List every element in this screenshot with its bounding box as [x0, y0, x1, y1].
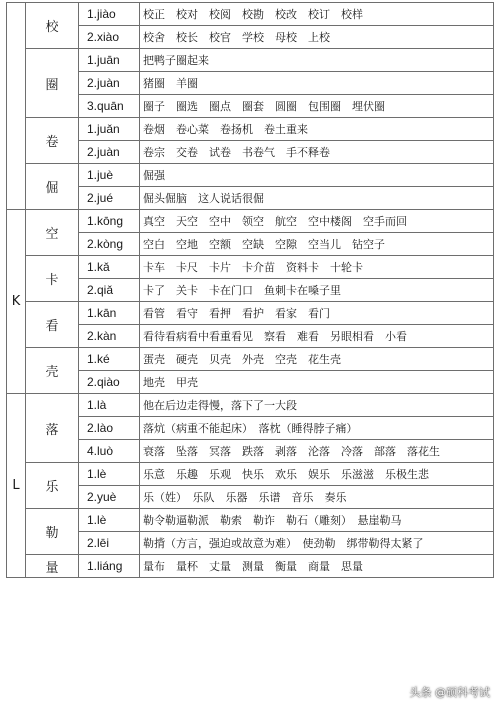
pronunciation-cell: 2.lēi	[79, 532, 140, 555]
example-words-cell: 校舍 校长 校官 学校 母校 上校	[140, 26, 494, 49]
character-cell: 落	[26, 394, 79, 463]
pronunciation-cell: 1.jiào	[79, 3, 140, 26]
example-words-cell: 倔头倔脑 这人说话很倔	[140, 187, 494, 210]
table-row	[7, 371, 494, 394]
pronunciation-cell: 1.kōng	[79, 210, 140, 233]
example-words-cell: 卷烟 卷心菜 卷扬机 卷土重来	[140, 118, 494, 141]
example-words-cell: 猪圈 羊圈	[140, 72, 494, 95]
pronunciation-cell: 1.juǎn	[79, 118, 140, 141]
table-row	[7, 325, 494, 348]
table-row	[7, 555, 494, 578]
pronunciation-cell: 2.kòng	[79, 233, 140, 256]
table-row	[7, 348, 494, 371]
table-row	[7, 187, 494, 210]
character-cell: 卷	[26, 118, 79, 164]
example-words-cell: 看管 看守 看押 看护 看家 看门	[140, 302, 494, 325]
table-row	[7, 509, 494, 532]
polyphonic-character-table	[6, 2, 494, 578]
example-words-cell: 勒揹（方言，强迫或故意为难） 使劲勒 绑带勒得太紧了	[140, 532, 494, 555]
table-row	[7, 302, 494, 325]
pronunciation-cell: 3.quān	[79, 95, 140, 118]
table-row	[7, 256, 494, 279]
group-letter: K	[7, 210, 26, 394]
table-row	[7, 95, 494, 118]
table-row	[7, 26, 494, 49]
example-words-cell: 量布 量杯 丈量 测量 衡量 商量 思量	[140, 555, 494, 578]
character-cell: 空	[26, 210, 79, 256]
table-row	[7, 3, 494, 26]
table-row	[7, 118, 494, 141]
character-cell: 壳	[26, 348, 79, 394]
pronunciation-cell: 2.qiǎ	[79, 279, 140, 302]
example-words-cell: 卡车 卡尺 卡片 卡介苗 资料卡 十轮卡	[140, 256, 494, 279]
table-row	[7, 532, 494, 555]
table-row	[7, 141, 494, 164]
group-letter: L	[7, 394, 26, 578]
table-row	[7, 486, 494, 509]
table-row	[7, 279, 494, 302]
table-row	[7, 49, 494, 72]
example-words-cell: 看待看病看中看重看见 察看 难看 另眼相看 小看	[140, 325, 494, 348]
table-row	[7, 210, 494, 233]
character-cell: 勒	[26, 509, 79, 555]
pronunciation-cell: 1.là	[79, 394, 140, 417]
example-words-cell: 衰落 坠落 冥落 跌落 剥落 沦落 冷落 部落 落花生	[140, 440, 494, 463]
watermark: 头条 @硕科考试	[409, 686, 490, 699]
table-row	[7, 440, 494, 463]
pronunciation-cell: 1.liáng	[79, 555, 140, 578]
pronunciation-cell: 2.kàn	[79, 325, 140, 348]
table-row	[7, 233, 494, 256]
example-words-cell: 地壳 甲壳	[140, 371, 494, 394]
example-words-cell: 落炕（病重不能起床） 落枕（睡得脖子痛）	[140, 417, 494, 440]
example-words-cell: 把鸭子圈起来	[140, 49, 494, 72]
pronunciation-cell: 2.xiào	[79, 26, 140, 49]
example-words-cell: 真空 天空 空中 领空 航空 空中楼阁 空手而回	[140, 210, 494, 233]
character-cell: 看	[26, 302, 79, 348]
pronunciation-cell: 4.luò	[79, 440, 140, 463]
table-row	[7, 417, 494, 440]
pronunciation-cell: 1.juè	[79, 164, 140, 187]
pronunciation-cell: 2.juàn	[79, 72, 140, 95]
table-row	[7, 463, 494, 486]
example-words-cell: 乐意 乐趣 乐观 快乐 欢乐 娱乐 乐滋滋 乐极生悲	[140, 463, 494, 486]
character-cell: 乐	[26, 463, 79, 509]
character-cell: 圈	[26, 49, 79, 118]
table-row	[7, 394, 494, 417]
character-cell: 校	[26, 3, 79, 49]
character-cell: 卡	[26, 256, 79, 302]
pronunciation-cell: 2.jué	[79, 187, 140, 210]
pronunciation-cell: 2.yuè	[79, 486, 140, 509]
pronunciation-cell: 2.juàn	[79, 141, 140, 164]
pronunciation-cell: 1.lè	[79, 463, 140, 486]
example-words-cell: 卷宗 交卷 试卷 书卷气 手不释卷	[140, 141, 494, 164]
example-words-cell: 卡了 关卡 卡在门口 鱼刺卡在嗓子里	[140, 279, 494, 302]
character-cell: 倔	[26, 164, 79, 210]
pronunciation-cell: 2.qiào	[79, 371, 140, 394]
table-row	[7, 72, 494, 95]
pronunciation-cell: 1.juān	[79, 49, 140, 72]
character-cell: 量	[26, 555, 79, 578]
pronunciation-cell: 2.lào	[79, 417, 140, 440]
pronunciation-cell: 1.kǎ	[79, 256, 140, 279]
pronunciation-cell: 1.ké	[79, 348, 140, 371]
example-words-cell: 他在后边走得慢，落下了一大段	[140, 394, 494, 417]
example-words-cell: 倔强	[140, 164, 494, 187]
table-body	[7, 3, 494, 578]
example-words-cell: 圈子 圈选 圈点 圈套 圆圈 包围圈 埋伏圈	[140, 95, 494, 118]
pronunciation-cell: 1.kān	[79, 302, 140, 325]
pronunciation-cell: 1.lè	[79, 509, 140, 532]
table-row	[7, 164, 494, 187]
example-words-cell: 蛋壳 硬壳 贝壳 外壳 空壳 花生壳	[140, 348, 494, 371]
example-words-cell: 勒令勒逼勒派 勒索 勒诈 勒石（雕刻） 悬崖勒马	[140, 509, 494, 532]
example-words-cell: 乐（姓） 乐队 乐器 乐谱 音乐 奏乐	[140, 486, 494, 509]
example-words-cell: 空白 空地 空额 空缺 空隙 空当儿 钻空子	[140, 233, 494, 256]
example-words-cell: 校正 校对 校阅 校勘 校改 校订 校样	[140, 3, 494, 26]
group-letter	[7, 3, 26, 210]
